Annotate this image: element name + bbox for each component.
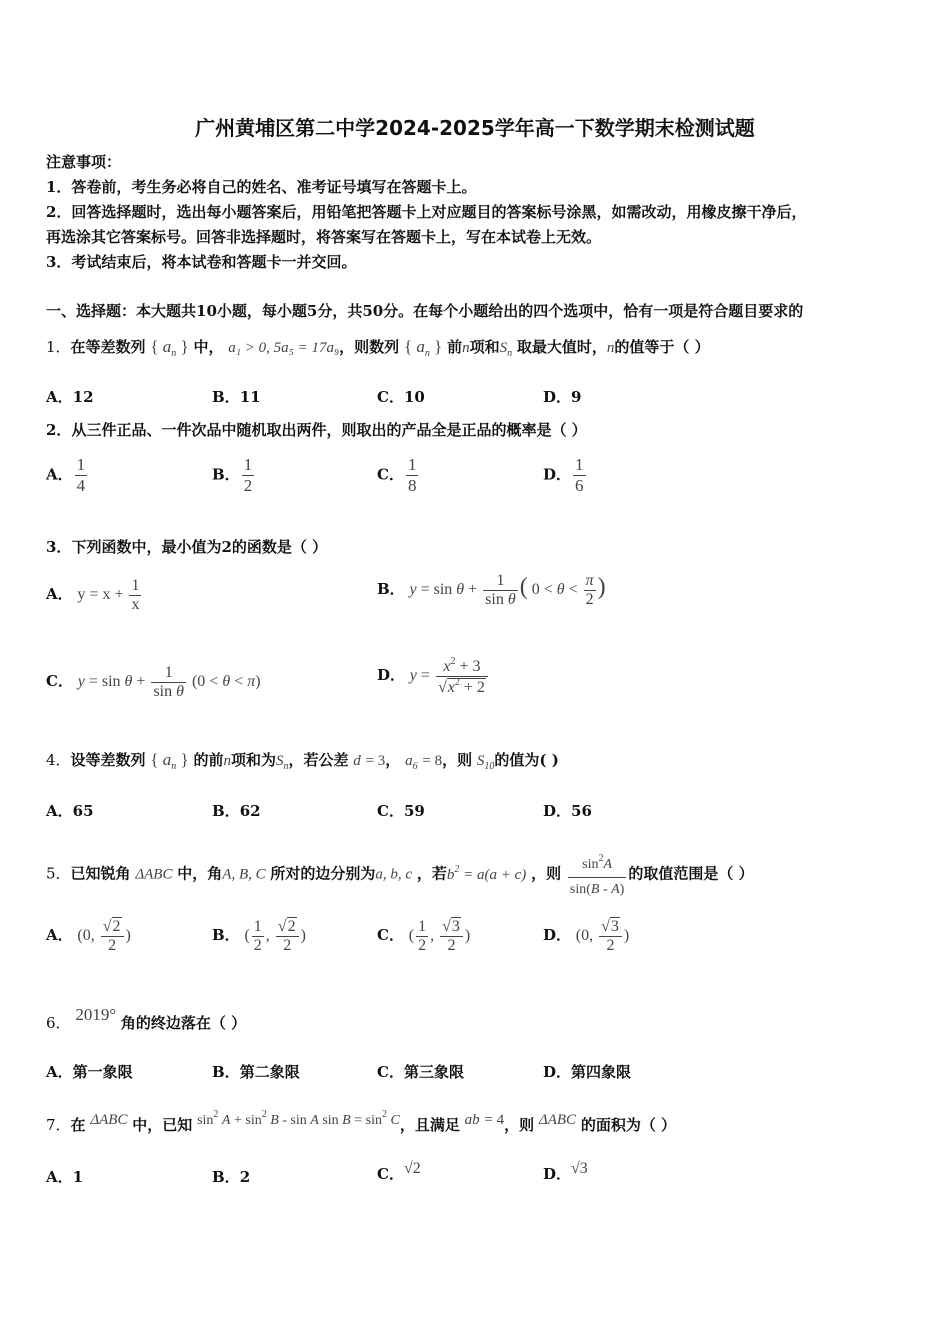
question-3: 3．下列函数中，最小值为2的函数是（ ） [46, 538, 328, 556]
option-a[interactable]: A．第一象限 [46, 1063, 133, 1081]
option-c[interactable]: C． y = sin θ + $\frac{1}{\text{sin θ}}$ (0 < θ < π) [46, 664, 261, 700]
question-7: 7．在 ΔABC 中，已知 $\sin^2 A + \sin^2 B - \sin A$ $\sin B = \sin^2 C$，且满足 ab = 4，则 ΔABC 的面积为（ ） [46, 1109, 677, 1134]
option-d[interactable]: D．第四象限 [543, 1063, 632, 1081]
question-2: 2．从三件正品、一件次品中随机取出两件，则取出的产品全是正品的概率是（ ） [46, 421, 587, 439]
option-a[interactable]: A．12 [46, 388, 94, 406]
option-a[interactable]: A．1 [46, 1168, 84, 1186]
option-c[interactable]: C．第三象限 [377, 1063, 464, 1081]
option-a[interactable]: A． (0, $\frac{√2}{2}$ ) [46, 918, 131, 954]
option-d[interactable]: D．√3 [543, 1160, 588, 1183]
option-b[interactable]: B． ( $\frac{1}{2}$ , $\frac{√2}{2}$ ) [212, 918, 306, 954]
option-c[interactable]: C．10 [377, 388, 425, 406]
option-a[interactable]: A． $\frac{1}{4}$ [46, 455, 86, 495]
q1-condition: a₁ > 0, 5a₅ = 17a₉ [228, 340, 340, 356]
question-1: 1．在等差数列 { $a_n$ } 中， a₁ > 0, 5a₅ = 17a₉，则数列 { $a_n$ } 前n项和$S_n$ 取最大值时，n的值等于（ ） [46, 337, 710, 359]
option-b[interactable]: B．第二象限 [212, 1063, 300, 1081]
option-a[interactable]: A． y = x + $\frac{1}{x}$ [46, 577, 140, 613]
option-b[interactable]: B． y = sin θ + $\frac{1}{\text{sin θ}}$ ( 0 < θ < $\frac{\pi}{2}$ ) [377, 572, 606, 608]
option-c[interactable]: C．59 [377, 802, 425, 820]
option-c[interactable]: C．√2 [377, 1160, 421, 1183]
option-d[interactable]: D． y = $\frac{x^2 + 3}{√x^2 + 2}$ [377, 656, 490, 697]
option-d[interactable]: D． (0, $\frac{√3}{2}$ ) [543, 918, 630, 954]
notice-item: 2．回答选择题时，选出每小题答案后，用铅笔把答题卡上对应题目的答案标号涂黑，如需改动，用橡皮擦干净后， [46, 203, 807, 221]
notice-item: 1．答卷前，考生务必将自己的姓名、准考证号填写在答题卡上。 [46, 178, 477, 196]
option-b[interactable]: B． $\frac{1}{2}$ [212, 455, 253, 495]
option-d[interactable]: D．9 [543, 388, 582, 406]
sequence-an: { $a_n$ } [150, 337, 189, 359]
angle-value: 2019° [75, 1005, 117, 1024]
option-d[interactable]: D．56 [543, 802, 592, 820]
question-4: 4．设等差数列 { $a_n$ } 的前n项和为$S_n$，若公差 d = 3， $a_6 = 8$，则 $S_{10}$的值为( ) [46, 750, 559, 772]
question-5: 5．已知锐角 ΔABC 中，角A, B, C 所对的边分别为a, b, c ，若$b^2 = a(a + c)$ ，则 $\frac{\sin^2A}{\sin(B - A)}$ 的取值范围是（ ） [46, 847, 754, 902]
option-c[interactable]: C． $\frac{1}{8}$ [377, 455, 417, 495]
option-a[interactable]: A．65 [46, 802, 94, 820]
option-b[interactable]: B．2 [212, 1168, 251, 1186]
option-d[interactable]: D． $\frac{1}{6}$ [543, 455, 584, 495]
section-heading: 一、选择题：本大题共10小题，每小题5分，共50分。在每个小题给出的四个选项中，恰有一项是符合题目要求的 [46, 302, 804, 320]
sequence-an: { $a_n$ } [403, 337, 443, 359]
option-c[interactable]: C． ( $\frac{1}{2}$ , $\frac{√3}{2}$ ) [377, 918, 471, 954]
option-b[interactable]: B．62 [212, 802, 261, 820]
notice-item: 3．考试结束后，将本试卷和答题卡一并交回。 [46, 253, 357, 271]
notice-heading: 注意事项： [46, 153, 122, 171]
notice-item: 再选涂其它答案标号。回答非选择题时，将答案写在答题卡上，写在本试卷上无效。 [46, 228, 602, 246]
option-b[interactable]: B．11 [212, 388, 261, 406]
question-number: 1． [46, 338, 71, 356]
question-6: 6． 2019° 角的终边落在（ ） [46, 1005, 247, 1032]
exam-title: 广州黄埔区第二中学2024-2025学年高一下数学期末检测试题 [195, 116, 755, 140]
